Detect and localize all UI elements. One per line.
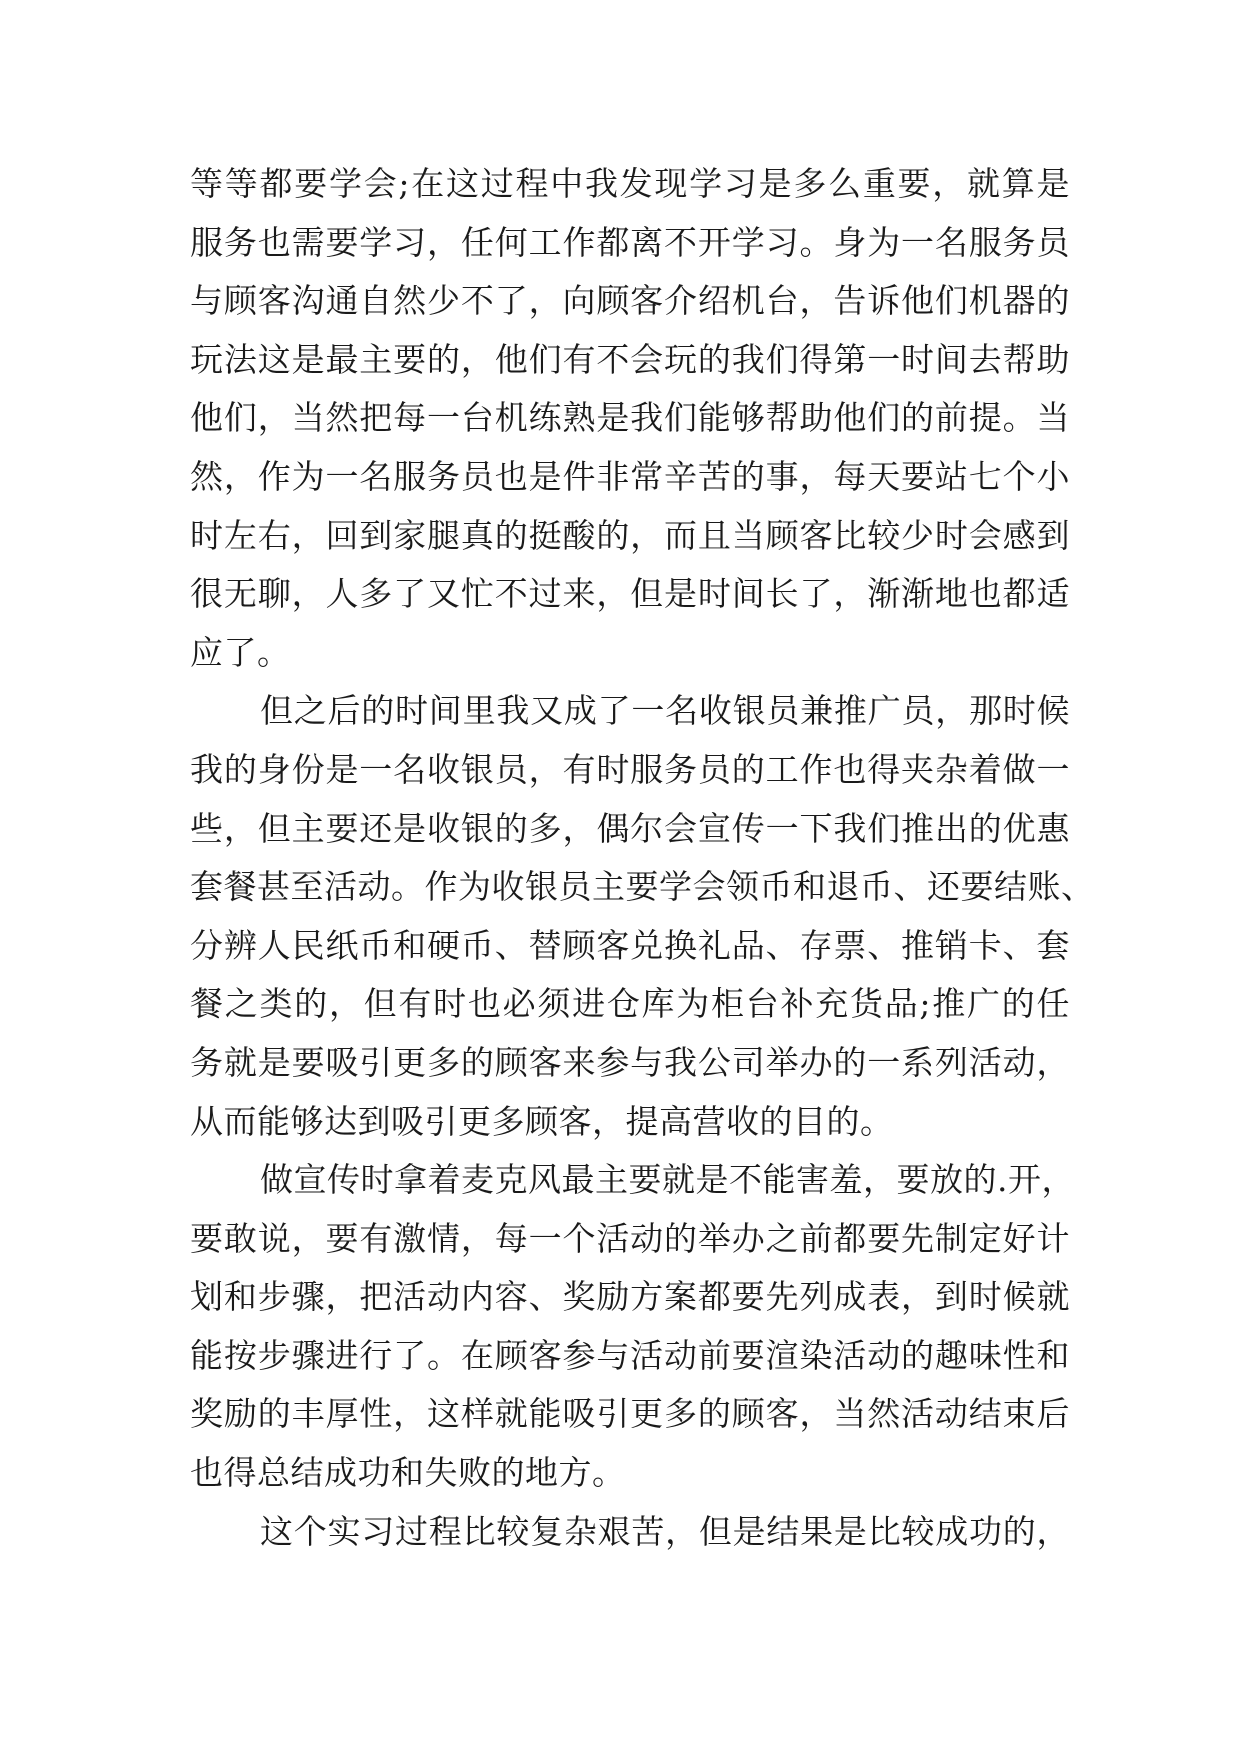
text-line: 应了。 bbox=[190, 632, 291, 672]
text-line: 这个实习过程比较复杂艰苦，但是结果是比较成功的， bbox=[260, 1511, 1070, 1551]
text-line: 划和步骤，把活动内容、奖励方案都要先列成表，到时候就 bbox=[190, 1277, 1070, 1317]
text-line: 但之后的时间里我又成了一名收银员兼推广员，那时候 bbox=[260, 691, 1070, 731]
text-line: 我的身份是一名收银员，有时服务员的工作也得夹杂着做一 bbox=[190, 749, 1070, 789]
text-line: 餐之类的，但有时也必须进仓库为柜台补充货品;推广的任 bbox=[190, 984, 1070, 1024]
text-line: 分辨人民纸币和硬币、替顾客兑换礼品、存票、推销卡、套 bbox=[190, 925, 1070, 965]
text-line: 玩法这是最主要的，他们有不会玩的我们得第一时间去帮助 bbox=[190, 339, 1070, 379]
text-line: 做宣传时拿着麦克风最主要就是不能害羞，要放的.开， bbox=[260, 1160, 1075, 1200]
text-line: 务就是要吸引更多的顾客来参与我公司举办的一系列活动， bbox=[190, 1042, 1070, 1082]
text-line: 与顾客沟通自然少不了，向顾客介绍机台，告诉他们机器的 bbox=[190, 281, 1070, 321]
text-line: 服务也需要学习，任何工作都离不开学习。身为一名服务员 bbox=[190, 222, 1070, 262]
text-line: 也得总结成功和失败的地方。 bbox=[190, 1453, 626, 1493]
text-line: 从而能够达到吸引更多顾客，提高营收的目的。 bbox=[190, 1101, 894, 1141]
text-line: 要敢说，要有激情，每一个活动的举办之前都要先制定好计 bbox=[190, 1218, 1070, 1258]
text-line: 能按步骤进行了。在顾客参与活动前要渲染活动的趣味性和 bbox=[190, 1335, 1070, 1375]
text-line: 时左右，回到家腿真的挺酸的，而且当顾客比较少时会感到 bbox=[190, 515, 1070, 555]
text-line: 些，但主要还是收银的多，偶尔会宣传一下我们推出的优惠 bbox=[190, 808, 1070, 848]
text-line: 奖励的丰厚性，这样就能吸引更多的顾客，当然活动结束后 bbox=[190, 1394, 1070, 1434]
text-line: 他们，当然把每一台机练熟是我们能够帮助他们的前提。当 bbox=[190, 398, 1070, 438]
text-line: 套餐甚至活动。作为收银员主要学会领币和退币、还要结账、 bbox=[190, 867, 1095, 907]
text-line: 然，作为一名服务员也是件非常辛苦的事，每天要站七个小 bbox=[190, 456, 1070, 496]
text-line: 等等都要学会;在这过程中我发现学习是多么重要，就算是 bbox=[190, 164, 1070, 203]
body-text bbox=[190, 155, 1095, 1561]
text-line: 很无聊，人多了又忙不过来，但是时间长了，渐渐地也都适 bbox=[190, 574, 1070, 614]
